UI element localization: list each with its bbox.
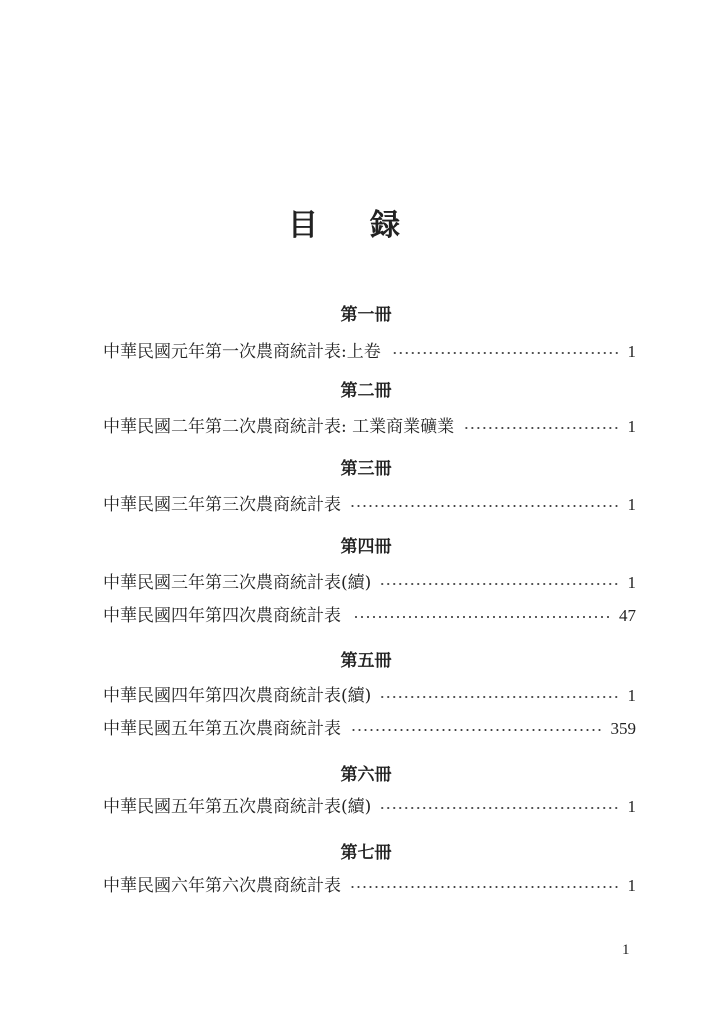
entry-title: 中華民國四年第四次農商統計表	[103, 606, 341, 626]
entry-title: 中華民國五年第五次農商統計表(續)	[103, 797, 372, 817]
dot-leader	[381, 695, 619, 699]
volume-heading: 第七冊	[340, 843, 392, 863]
toc-entry[interactable]	[103, 714, 636, 739]
entry-title: 中華民國三年第三次農商統計表(續)	[103, 573, 372, 593]
dot-leader	[351, 728, 603, 732]
entry-page: 1	[627, 573, 636, 592]
toc-entry[interactable]	[103, 490, 636, 515]
toc-entry[interactable]	[103, 681, 636, 706]
volume-heading: 第五冊	[340, 651, 392, 671]
entry-title: 中華民國六年第六次農商統計表	[103, 876, 341, 896]
dot-leader	[381, 806, 619, 810]
entry-title: 中華民國三年第三次農商統計表	[103, 495, 341, 515]
entry-title: 中華民國四年第四次農商統計表(續)	[103, 686, 372, 706]
page-number: 1	[622, 942, 630, 958]
dot-leader	[381, 582, 619, 586]
dot-leader	[351, 504, 620, 508]
toc-entry[interactable]	[103, 792, 636, 817]
dot-leader	[351, 885, 620, 889]
volume-heading: 第三冊	[340, 459, 392, 479]
entry-page: 1	[627, 417, 636, 436]
entry-page: 1	[627, 876, 636, 895]
entry-title: 中華民國二年第二次農商統計表: 工業商業礦業	[103, 417, 455, 437]
toc-entry[interactable]	[103, 871, 636, 896]
entry-title: 中華民國五年第五次農商統計表	[103, 719, 341, 739]
entry-page: 359	[610, 719, 636, 738]
entry-page: 1	[627, 342, 636, 361]
toc-entry[interactable]	[103, 568, 636, 593]
entry-title: 中華民國元年第一次農商統計表:上卷	[103, 342, 381, 362]
volume-heading: 第四冊	[340, 537, 392, 557]
volume-heading: 第六冊	[340, 765, 392, 785]
entry-page: 47	[619, 606, 636, 625]
toc-entry[interactable]	[103, 601, 636, 626]
toc-entry[interactable]	[103, 412, 636, 437]
entry-page: 1	[627, 686, 636, 705]
toc-entry[interactable]	[103, 337, 636, 362]
volume-heading: 第二冊	[340, 381, 392, 401]
dot-leader	[391, 351, 620, 355]
dot-leader	[464, 426, 619, 430]
entry-page: 1	[627, 797, 636, 816]
entry-page: 1	[627, 495, 636, 514]
volume-heading: 第一冊	[340, 305, 392, 325]
page-title: 目録	[288, 208, 452, 243]
dot-leader	[351, 615, 611, 619]
